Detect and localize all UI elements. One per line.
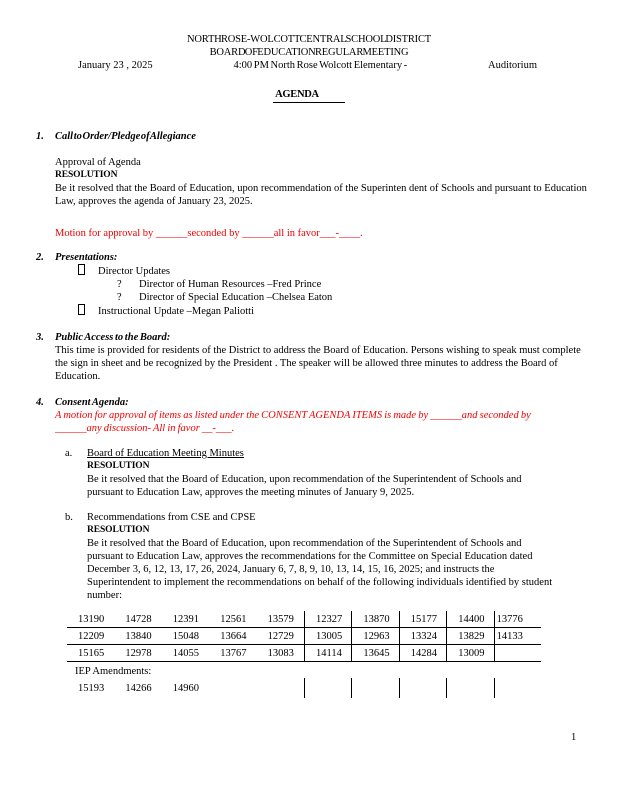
student-id-cell (257, 678, 304, 698)
section-call-to-order (36, 130, 618, 208)
student-id-cell: 13776 (494, 611, 541, 628)
resolution-label: RESOLUTION (55, 170, 118, 180)
student-id-cell (494, 645, 541, 662)
student-id-cell: 12963 (351, 628, 398, 645)
student-id-cell (399, 678, 446, 698)
student-table-iep-row (67, 678, 541, 698)
student-id-cell: 13324 (399, 628, 446, 645)
student-table-main (67, 611, 541, 662)
section-3-number: 3. (36, 332, 44, 343)
district-title: NORTH ROSE-WOLCOTT CENTRAL SCHOOL DISTRICT (187, 34, 431, 45)
student-id-cell: 14266 (125, 683, 152, 694)
section-3-heading (36, 331, 618, 344)
item-b-title: Recommendations from CSE and CPSE (87, 512, 256, 523)
student-id-cell (209, 678, 256, 698)
list-item (117, 291, 618, 304)
section-1-heading (36, 130, 618, 143)
student-id-cell: 14133 (494, 628, 541, 645)
missing-glyph-box-icon (78, 264, 85, 275)
student-id-cell (446, 678, 493, 698)
agenda-heading-row (0, 88, 618, 103)
student-id-cell: 12391 (162, 611, 209, 628)
student-id-cell: 15165 (67, 645, 114, 662)
student-id-cell: 12978 (114, 645, 161, 662)
student-id-cell: 12327 (304, 611, 351, 628)
list-item (78, 304, 618, 318)
student-id-cell: 13829 (446, 628, 493, 645)
student-id-cell: 14400 (446, 611, 493, 628)
student-id-cell: 13870 (351, 611, 398, 628)
item-letter: a. (65, 448, 73, 459)
page-number: 1 (571, 732, 577, 743)
student-id-cell: 14114 (304, 645, 351, 662)
student-id-cell (351, 678, 398, 698)
resolution-text: Be it resolved that the Board of Education, upon recommendation of the Superinten dent of Schools and pursuant to Education Law, approves the agenda of January 23, 2025. (55, 183, 587, 207)
student-number-table (67, 611, 541, 698)
question-mark-bullet-icon: ? (117, 279, 122, 290)
student-id-cell: 14728 (114, 611, 161, 628)
item-letter: b. (65, 512, 73, 523)
public-access-body: This time is provided for residents of the District to address the Board of Education. Persons wishing to speak must complete the sign in sheet and be recognized by the President . The speaker will be allowed three minutes to address the Board of Education. (55, 345, 581, 382)
list-item-label: Director Updates (98, 266, 171, 277)
meeting-date: January 23 , 2025 (78, 60, 153, 71)
student-id-cell: 12729 (257, 628, 304, 645)
missing-glyph-box-icon (78, 304, 85, 315)
presentations-list (55, 264, 618, 318)
list-item (78, 264, 618, 278)
document-header (0, 0, 618, 103)
meeting-location: Auditorium (488, 60, 537, 71)
section-4-heading (36, 396, 618, 409)
approval-title: Approval of Agenda (55, 157, 141, 168)
section-4-number: 4. (36, 397, 44, 408)
student-id-cell: 13645 (351, 645, 398, 662)
approval-of-agenda-block (55, 156, 618, 208)
consent-item-b (65, 511, 618, 602)
student-id-cell: 13009 (446, 645, 493, 662)
list-item (117, 278, 618, 291)
student-id-cell: 13767 (209, 645, 256, 662)
student-id-cell: 15193 (78, 683, 105, 694)
section-2-title: Presentations: (55, 252, 118, 263)
student-id-cell: 13579 (257, 611, 304, 628)
list-item-label: Director of Human Resources –Fred Prince (139, 279, 322, 290)
item-b-body: Be it resolved that the Board of Education, upon recommendation of the Superintendent of Schools and pursuant to Education Law, approves the recommendations for the Committee on Special Education dated December 3, 6, 12, 13, 17, 26, 2024, January 6, 7, 8, 9, 10, 13, 14, 15, 16, 2025; and instructs the Superintendent to implement the recommendations on behalf of the following individuals identified by student number: (87, 538, 553, 601)
section-3-title: Public Access to the Board: (55, 332, 171, 343)
student-id-cell: 13190 (67, 611, 114, 628)
student-id-cell: 13083 (257, 645, 304, 662)
student-id-cell: 15177 (399, 611, 446, 628)
resolution-label: RESOLUTION (87, 461, 150, 471)
student-id-cell: 12209 (67, 628, 114, 645)
student-id-cell (494, 678, 541, 698)
student-id-cell: 14960 (172, 683, 200, 694)
iep-amendments-label: IEP Amendments: (75, 666, 152, 677)
student-id-cell: 13664 (209, 628, 256, 645)
student-id-cell: 13005 (304, 628, 351, 645)
agenda-heading: AGENDA (273, 88, 345, 103)
meeting-title: BOARD OF EDUCATION REGULAR MEETING (209, 47, 409, 58)
item-a-body: Be it resolved that the Board of Education, upon recommendation of the Superintendent of Schools and pursuant to Education Law, approves the meeting minutes of January 9, 2025. (87, 474, 522, 498)
motion-for-approval-line: Motion for approval by ______seconded by ______all in favor___-____. (55, 228, 363, 239)
section-4-title: Consent Agenda: (55, 397, 129, 408)
section-1-title: Call to Order/Pledge of Allegiance (55, 131, 196, 142)
student-id-cell: 15048 (162, 628, 209, 645)
date-location-row (78, 59, 537, 72)
section-consent-agenda (36, 396, 618, 698)
list-item-label: Instructional Update –Megan Paliotti (98, 306, 255, 317)
student-id-cell (304, 678, 351, 698)
student-id-cell: 14055 (162, 645, 209, 662)
section-2-heading (36, 251, 618, 264)
section-1-number: 1. (36, 131, 44, 142)
student-id-cell: 12561 (209, 611, 256, 628)
section-2-number: 2. (36, 252, 44, 263)
consent-motion-line: A motion for approval of items as listed under the CONSENT AGENDA ITEMS is made by ______and seconded by ______any discussion- All in favor __-___. (55, 410, 531, 434)
student-id-cell: 13840 (114, 628, 161, 645)
consent-item-a (65, 447, 618, 499)
section-presentations (36, 251, 618, 318)
resolution-label: RESOLUTION (87, 525, 150, 535)
meeting-time-location: 4:00 PM North Rose Wolcott Elementary - (233, 60, 408, 71)
list-item-label: Director of Special Education –Chelsea Eaton (139, 292, 333, 303)
item-a-title: Board of Education Meeting Minutes (87, 448, 244, 459)
section-public-access (36, 331, 618, 383)
question-mark-bullet-icon: ? (117, 292, 122, 303)
student-id-cell: 14284 (399, 645, 446, 662)
